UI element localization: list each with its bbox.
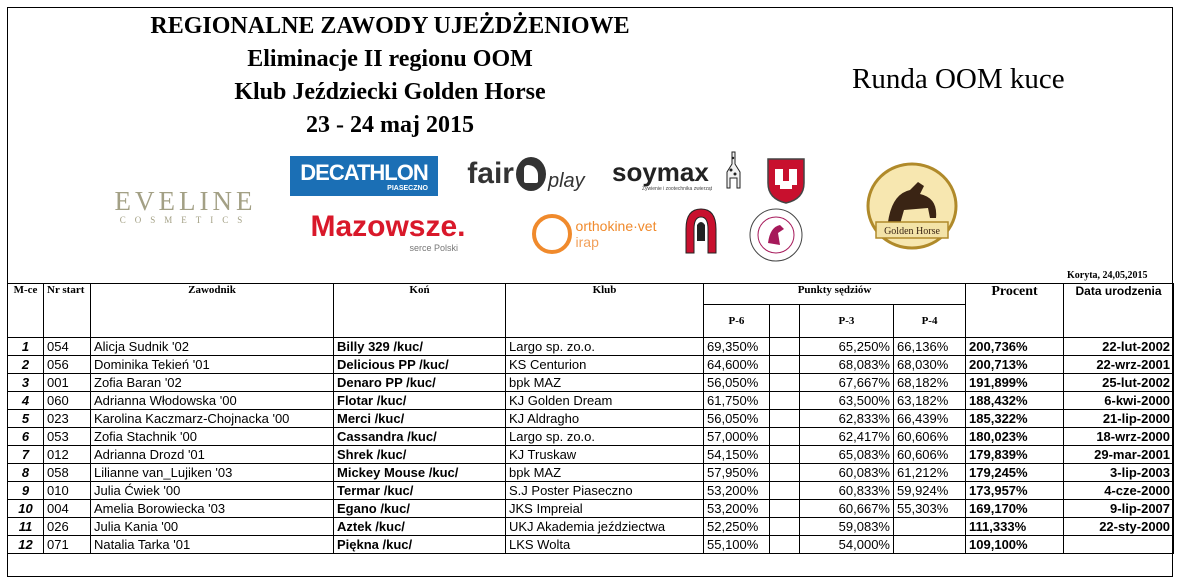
col-horse: Koń [334,284,506,338]
table-cell-p6: 53,200% [704,500,770,518]
table-cell-horse: Flotar /kuc/ [334,392,506,410]
table-cell-spacer [770,500,800,518]
table-cell-spacer [770,446,800,464]
eveline-logo: EVELINE COSMETICS [114,186,257,225]
table-cell-p4: 68,182% [894,374,966,392]
table-cell-start-no: 010 [44,482,91,500]
table-cell-percent: 111,333% [966,518,1064,536]
table-cell-rider: Lilianne van_Lujiken '03 [91,464,334,482]
table-cell-percent: 191,899% [966,374,1064,392]
table-cell-p3: 59,083% [800,518,894,536]
col-club: Klub [506,284,704,338]
soymax-logo: soymax Żywienie i zootechnika zwierząt [612,157,713,192]
table-cell-percent: 109,100% [966,536,1064,554]
table-cell-rider: Alicja Sudnik '02 [91,338,334,356]
table-cell-p4: 63,182% [894,392,966,410]
golden-horse-logo [858,160,966,252]
event-dates: 23 - 24 maj 2015 [306,112,474,138]
table-cell-place: 2 [8,356,44,374]
table-cell-spacer [770,392,800,410]
city-crest-icon [764,155,808,205]
event-title: REGIONALNE ZAWODY UJEŻDŻENIOWE [150,13,630,39]
table-cell-rider: Julia Kania '00 [91,518,334,536]
table-cell-spacer [770,536,800,554]
col-place: M-ce [8,284,44,338]
col-p3: P-3 [800,305,894,338]
table-cell-percent: 188,432% [966,392,1064,410]
table-cell-dob: 29-mar-2001 [1064,446,1174,464]
table-cell-p3: 63,500% [800,392,894,410]
table-cell-p4: 66,439% [894,410,966,428]
table-row [8,428,1174,446]
table-cell-dob: 25-lut-2002 [1064,374,1174,392]
table-cell-start-no: 071 [44,536,91,554]
table-cell-p4: 55,303% [894,500,966,518]
table-cell-place: 9 [8,482,44,500]
table-cell-rider: Natalia Tarka '01 [91,536,334,554]
table-cell-p6: 57,950% [704,464,770,482]
table-cell-p4 [894,536,966,554]
table-cell-rider: Amelia Borowiecka '03 [91,500,334,518]
table-cell-p6: 54,150% [704,446,770,464]
table-cell-p6: 56,050% [704,374,770,392]
table-cell-percent: 200,736% [966,338,1064,356]
golden-horse-label: Golden Horse [884,226,940,237]
table-cell-dob: 6-kwi-2000 [1064,392,1174,410]
table-cell-club: KJ Golden Dream [506,392,704,410]
table-cell-start-no: 001 [44,374,91,392]
table-cell-horse: Egano /kuc/ [334,500,506,518]
table-cell-start-no: 053 [44,428,91,446]
table-row [8,392,1174,410]
table-cell-spacer [770,356,800,374]
col-p4: P-4 [894,305,966,338]
orthokine-logo: orthokine·vet irap [520,210,668,258]
table-cell-percent: 179,245% [966,464,1064,482]
table-cell-start-no: 058 [44,464,91,482]
table-cell-place: 4 [8,392,44,410]
table-cell-percent: 179,839% [966,446,1064,464]
table-cell-place: 7 [8,446,44,464]
table-cell-start-no: 012 [44,446,91,464]
table-cell-dob: 21-lip-2000 [1064,410,1174,428]
table-row [8,410,1174,428]
table-cell-rider: Zofia Baran '02 [91,374,334,392]
table-cell-place: 12 [8,536,44,554]
table-cell-p3: 65,250% [800,338,894,356]
table-cell-horse: Mickey Mouse /kuc/ [334,464,506,482]
table-cell-horse: Cassandra /kuc/ [334,428,506,446]
table-cell-rider: Zofia Stachnik '00 [91,428,334,446]
table-cell-percent: 185,322% [966,410,1064,428]
table-cell-rider: Adrianna Włodowska '00 [91,392,334,410]
table-cell-p6: 61,750% [704,392,770,410]
table-cell-rider: Karolina Kaczmarz-Chojnacka '00 [91,410,334,428]
orthokine-ring-icon [532,214,572,254]
table-row [8,374,1174,392]
giraffe-icon [722,150,744,190]
table-cell-start-no: 026 [44,518,91,536]
col-p6: P-6 [704,305,770,338]
table-row [8,536,1174,554]
table-cell-club: Largo sp. zo.o. [506,338,704,356]
table-cell-percent: 169,170% [966,500,1064,518]
table-cell-dob [1064,536,1174,554]
table-cell-p3: 67,667% [800,374,894,392]
table-cell-p6: 56,050% [704,410,770,428]
col-judges: Punkty sędziów [704,284,966,305]
table-cell-club: UKJ Akademia jeździectwa [506,518,704,536]
table-cell-start-no: 056 [44,356,91,374]
table-row [8,446,1174,464]
place-date: Koryta, 24,05,2015 [1067,270,1148,281]
event-title-block [150,10,630,142]
table-cell-club: KJ Truskaw [506,446,704,464]
table-cell-place: 1 [8,338,44,356]
mazowsze-logo: Mazowsze. serce Polski [310,210,466,253]
table-cell-spacer [770,518,800,536]
fairplay-logo: fair play [467,157,585,192]
table-cell-place: 10 [8,500,44,518]
table-cell-p3: 60,083% [800,464,894,482]
results-table [7,283,1174,554]
event-subtitle: Eliminacje II regionu OOM [247,46,533,72]
table-cell-p3: 60,667% [800,500,894,518]
table-cell-club: Largo sp. zo.o. [506,428,704,446]
col-spacer [770,305,800,338]
table-row [8,500,1174,518]
table-cell-horse: Billy 329 /kuc/ [334,338,506,356]
table-cell-p4: 60,606% [894,446,966,464]
table-row [8,356,1174,374]
table-cell-p4: 61,212% [894,464,966,482]
table-cell-dob: 22-wrz-2001 [1064,356,1174,374]
table-cell-dob: 4-cze-2000 [1064,482,1174,500]
table-cell-club: LKS Wolta [506,536,704,554]
table-cell-p6: 55,100% [704,536,770,554]
table-cell-club: bpk MAZ [506,464,704,482]
table-row [8,518,1174,536]
table-cell-start-no: 060 [44,392,91,410]
col-rider: Zawodnik [91,284,334,338]
table-cell-p4: 68,030% [894,356,966,374]
table-cell-spacer [770,410,800,428]
table-cell-p4: 66,136% [894,338,966,356]
table-cell-p4: 59,924% [894,482,966,500]
table-cell-p3: 65,083% [800,446,894,464]
table-cell-rider: Julia Ćwiek '00 [91,482,334,500]
table-cell-start-no: 004 [44,500,91,518]
table-cell-horse: Delicious PP /kuc/ [334,356,506,374]
table-cell-p4 [894,518,966,536]
table-cell-p6: 53,200% [704,482,770,500]
table-cell-percent: 180,023% [966,428,1064,446]
table-cell-place: 11 [8,518,44,536]
table-cell-dob: 22-lut-2002 [1064,338,1174,356]
table-cell-p6: 69,350% [704,338,770,356]
round-title: Runda OOM kuce [852,63,1065,95]
table-cell-club: KS Centurion [506,356,704,374]
col-dob: Data urodzenia [1064,284,1174,338]
table-cell-p3: 68,083% [800,356,894,374]
table-cell-club: bpk MAZ [506,374,704,392]
table-cell-horse: Denaro PP /kuc/ [334,374,506,392]
table-cell-place: 8 [8,464,44,482]
table-cell-rider: Dominika Tekień '01 [91,356,334,374]
table-cell-p3: 54,000% [800,536,894,554]
table-cell-spacer [770,374,800,392]
decathlon-logo: DECATHLON PIASECZNO [290,156,438,196]
table-cell-p6: 57,000% [704,428,770,446]
table-cell-horse: Merci /kuc/ [334,410,506,428]
table-row [8,338,1174,356]
table-cell-horse: Piękna /kuc/ [334,536,506,554]
horse-head-icon [516,157,546,191]
table-cell-spacer [770,338,800,356]
table-cell-dob: 18-wrz-2000 [1064,428,1174,446]
table-row [8,482,1174,500]
table-cell-horse: Shrek /kuc/ [334,446,506,464]
table-cell-p4: 60,606% [894,428,966,446]
table-cell-p3: 60,833% [800,482,894,500]
col-start-no: Nr start [44,284,91,338]
table-cell-p3: 62,417% [800,428,894,446]
table-cell-spacer [770,428,800,446]
table-cell-dob: 22-sty-2000 [1064,518,1174,536]
table-row [8,464,1174,482]
table-cell-dob: 3-lip-2003 [1064,464,1174,482]
col-percent: Procent [966,284,1064,338]
table-cell-start-no: 023 [44,410,91,428]
table-cell-spacer [770,482,800,500]
table-cell-dob: 9-lip-2007 [1064,500,1174,518]
table-cell-place: 5 [8,410,44,428]
table-cell-horse: Termar /kuc/ [334,482,506,500]
table-cell-p3: 62,833% [800,410,894,428]
table-cell-p6: 52,250% [704,518,770,536]
table-cell-percent: 200,713% [966,356,1064,374]
table-cell-start-no: 054 [44,338,91,356]
konski-swiat-logo [748,207,804,263]
table-cell-place: 6 [8,428,44,446]
table-cell-club: S.J Poster Piaseczno [506,482,704,500]
table-cell-rider: Adrianna Drozd '01 [91,446,334,464]
table-cell-horse: Aztek /kuc/ [334,518,506,536]
table-cell-p6: 64,600% [704,356,770,374]
event-club: Klub Jeździecki Golden Horse [234,79,546,105]
table-cell-club: KJ Aldragho [506,410,704,428]
table-cell-spacer [770,464,800,482]
table-cell-percent: 173,957% [966,482,1064,500]
horseshoe-icon [678,205,724,257]
table-cell-place: 3 [8,374,44,392]
table-cell-club: JKS Impreial [506,500,704,518]
